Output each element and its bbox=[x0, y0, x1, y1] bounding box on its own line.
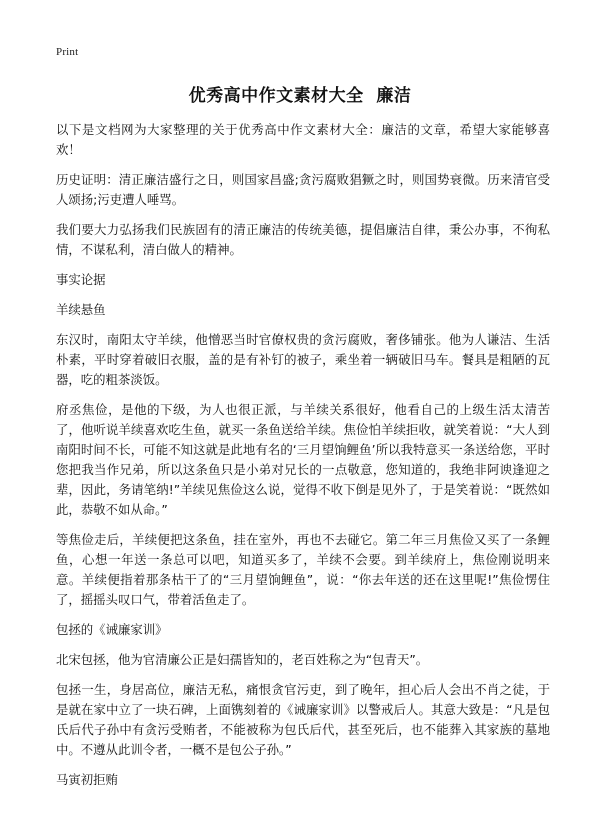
section-heading: 马寅初拒贿 bbox=[56, 772, 118, 787]
paragraph: 我们要大力弘扬我们民族固有的清正廉洁的传统美德，提倡廉洁自律，秉公办事，不徇私情，不谋私利，清白做人的精神。 bbox=[56, 222, 550, 257]
paragraph: 包拯一生，身居高位，廉洁无私，痛恨贪官污吏，到了晚年，担心后人会出不肖之徒，于是就在家中立了一块石碑，上面镌刻着的《诫廉家训》以警戒后人。其意大致是：“凡是包氏后代子孙中有贪污受贿者，不能被称为包氏后代，甚至死后，也不能葬入其家族的墓地中。不遵从此训令者，一概不是包公子孙。” bbox=[56, 682, 550, 757]
section-heading: 羊续悬鱼 bbox=[56, 302, 106, 317]
paragraph: 北宋包拯，他为官清廉公正是妇孺皆知的，老百姓称之为“包青天”。 bbox=[56, 652, 429, 667]
page-title: 优秀高中作文素材大全 廉洁 bbox=[188, 86, 412, 106]
print-link[interactable]: Print bbox=[56, 46, 79, 58]
paragraph: 府丞焦俭，是他的下级，为人也很正派，与羊续关系很好，他看自己的上级生活太清苦了，他听说羊续喜欢吃生鱼，就买一条鱼送给羊续。焦俭怕羊续拒收，就笑着说：“大人到南阳时间不长，可能不知这就是此地有名的‘三月望饷鲤鱼’所以我特意买一条送给您，平时您把我当作兄弟，所以这条鱼只是小弟对兄长的一点敬意，您知道的，我绝非阿谀逢迎之辈，因此，务请笔纳!”羊续见焦俭这么说，觉得不收下倒是见外了，于是笑着说：“既然如此，恭敬不如从命。” bbox=[56, 402, 550, 517]
paragraph: 以下是文档网为大家整理的关于优秀高中作文素材大全：廉洁的文章，希望大家能够喜欢！ bbox=[56, 122, 550, 157]
paragraph: 历史证明：清正廉洁盛行之日，则国家昌盛;贪污腐败猖獗之时，则国势衰微。历来清官受人颂扬;污吏遭人唾骂。 bbox=[56, 172, 550, 207]
section-heading: 包拯的《诫廉家训》 bbox=[56, 622, 168, 637]
section-heading: 事实论据 bbox=[56, 272, 106, 287]
article-body bbox=[56, 120, 550, 800]
paragraph: 等焦俭走后，羊续便把这条鱼，挂在室外，再也不去碰它。第二年三月焦俭又买了一条鲤鱼，心想一年送一条总可以吧，知道买多了，羊续不会要。到羊续府上，焦俭刚说明来意。羊续便指着那条枯干了的“三月望饷鲤鱼”，说：“你去年送的还在这里呢!”焦俭愣住了，摇摇头叹口气，带着活鱼走了。 bbox=[56, 532, 550, 607]
paragraph: 东汉时，南阳太守羊续，他憎恶当时官僚权贵的贪污腐败，奢侈铺张。他为人谦洁、生活朴素，平时穿着破旧衣服，盖的是有补钉的被子，乘坐着一辆破旧马车。餐具是粗陋的瓦器，吃的粗茶淡饭。 bbox=[56, 332, 550, 387]
